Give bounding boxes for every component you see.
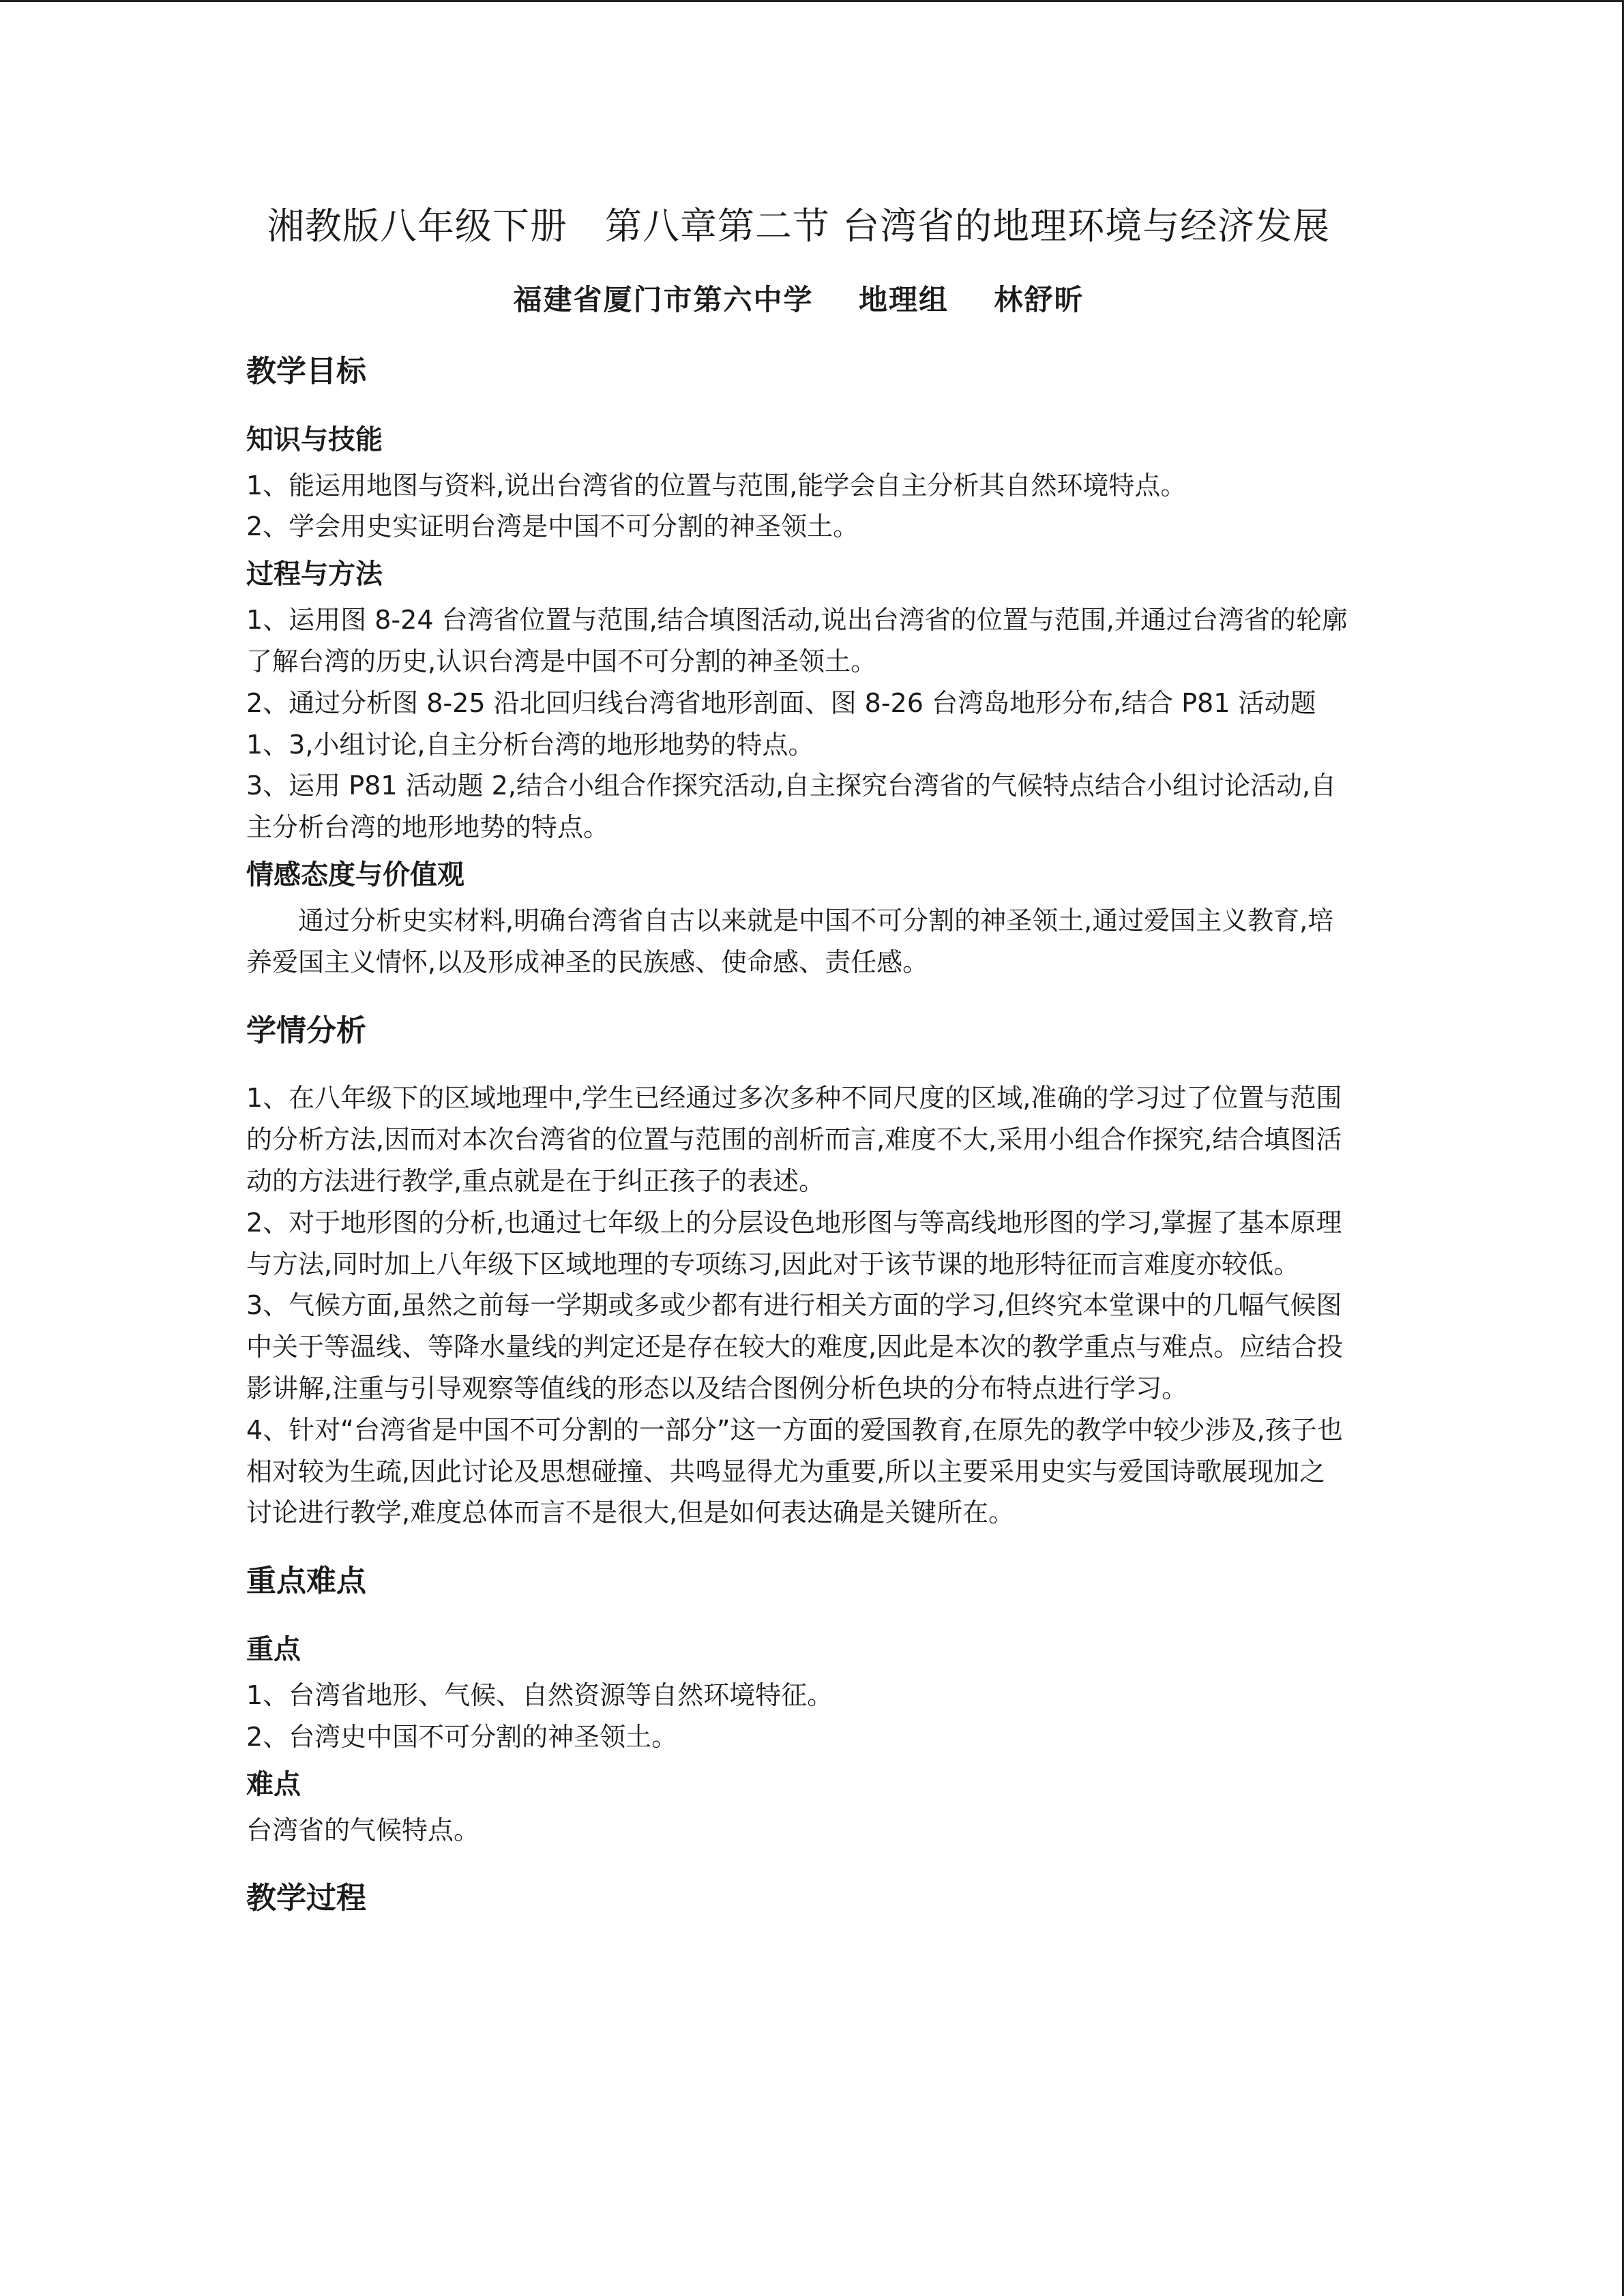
section-heading-process: 教学过程 bbox=[246, 1881, 366, 1916]
document-body bbox=[246, 205, 1351, 1945]
knowledge-item-2: 2、学会用史实证明台湾是中国不可分割的神圣领土。 bbox=[246, 511, 859, 542]
process-item-3: 3、运用 P81 活动题 2,结合小组合作探究活动,自主探究台湾省的气候特点结合小组讨论活动,自主分析台湾的地形地势的特点。 bbox=[246, 771, 1337, 843]
process-item-1: 1、运用图 8-24 台湾省位置与范围,结合填图活动,说出台湾省的位置与范围,并通过台湾省的轮廓了解台湾的历史,认识台湾是中国不可分割的神圣领土。 bbox=[246, 605, 1348, 676]
author-line: 福建省厦门市第六中学 地理组 林舒昕 bbox=[513, 282, 1084, 316]
subheading-attitude: 情感态度与价值观 bbox=[246, 859, 464, 891]
subheading-knowledge: 知识与技能 bbox=[246, 423, 383, 456]
knowledge-item-1: 1、能运用地图与资料,说出台湾省的位置与范围,能学会自主分析其自然环境特点。 bbox=[246, 470, 1187, 501]
section-heading-analysis: 学情分析 bbox=[246, 1013, 366, 1048]
attitude-paragraph: 通过分析史实材料,明确台湾省自古以来就是中国不可分割的神圣领土,通过爱国主义教育,培养爱国主义情怀,以及形成神圣的民族感、使命感、责任感。 bbox=[246, 905, 1334, 977]
key-item-2: 2、台湾史中国不可分割的神圣领土。 bbox=[246, 1721, 678, 1752]
subheading-process: 过程与方法 bbox=[246, 558, 383, 591]
analysis-item-4: 4、针对“台湾省是中国不可分割的一部分”这一方面的爱国教育,在原先的教学中较少涉及,孩子也相对较为生疏,因此讨论及思想碰撞、共鸣显得尤为重要,所以主要采用史实与爱国诗歌展现加之讨论进行教学,难度总体而言不是很大,但是如何表达确是关键所在。 bbox=[246, 1414, 1343, 1528]
section-heading-objectives: 教学目标 bbox=[246, 353, 366, 389]
difficulty-text: 台湾省的气候特点。 bbox=[246, 1815, 480, 1845]
subheading-key: 重点 bbox=[246, 1633, 301, 1665]
document-title: 湘教版八年级下册 第八章第二节 台湾省的地理环境与经济发展 bbox=[267, 205, 1331, 248]
analysis-item-1: 1、在八年级下的区域地理中,学生已经通过多次多种不同尺度的区域,准确的学习过了位置与范围的分析方法,因而对本次台湾省的位置与范围的剖析而言,难度不大,采用小组合作探究,结合填图活动的方法进行教学,重点就是在于纠正孩子的表述。 bbox=[246, 1083, 1342, 1196]
analysis-item-2: 2、对于地形图的分析,也通过七年级上的分层设色地形图与等高线地形图的学习,掌握了基本原理与方法,同时加上八年级下区域地理的专项练习,因此对于该节课的地形特征而言难度亦较低。 bbox=[246, 1207, 1342, 1279]
process-item-2: 2、通过分析图 8-25 沿北回归线台湾省地形剖面、图 8-26 台湾岛地形分布,结合 P81 活动题 1、3,小组讨论,自主分析台湾的地形地势的特点。 bbox=[246, 687, 1316, 760]
subheading-difficulty: 难点 bbox=[246, 1768, 301, 1800]
section-heading-keypoints: 重点难点 bbox=[246, 1564, 366, 1599]
analysis-item-3: 3、气候方面,虽然之前每一学期或多或少都有进行相关方面的学习,但终究本堂课中的几幅气候图中关于等温线、等降水量线的判定还是存在较大的难度,因此是本次的教学重点与难点。应结合投影讲解,注重与引导观察等值线的形态以及结合图例分析色块的分布特点进行学习。 bbox=[246, 1290, 1344, 1403]
key-item-1: 1、台湾省地形、气候、自然资源等自然环境特征。 bbox=[246, 1680, 833, 1710]
